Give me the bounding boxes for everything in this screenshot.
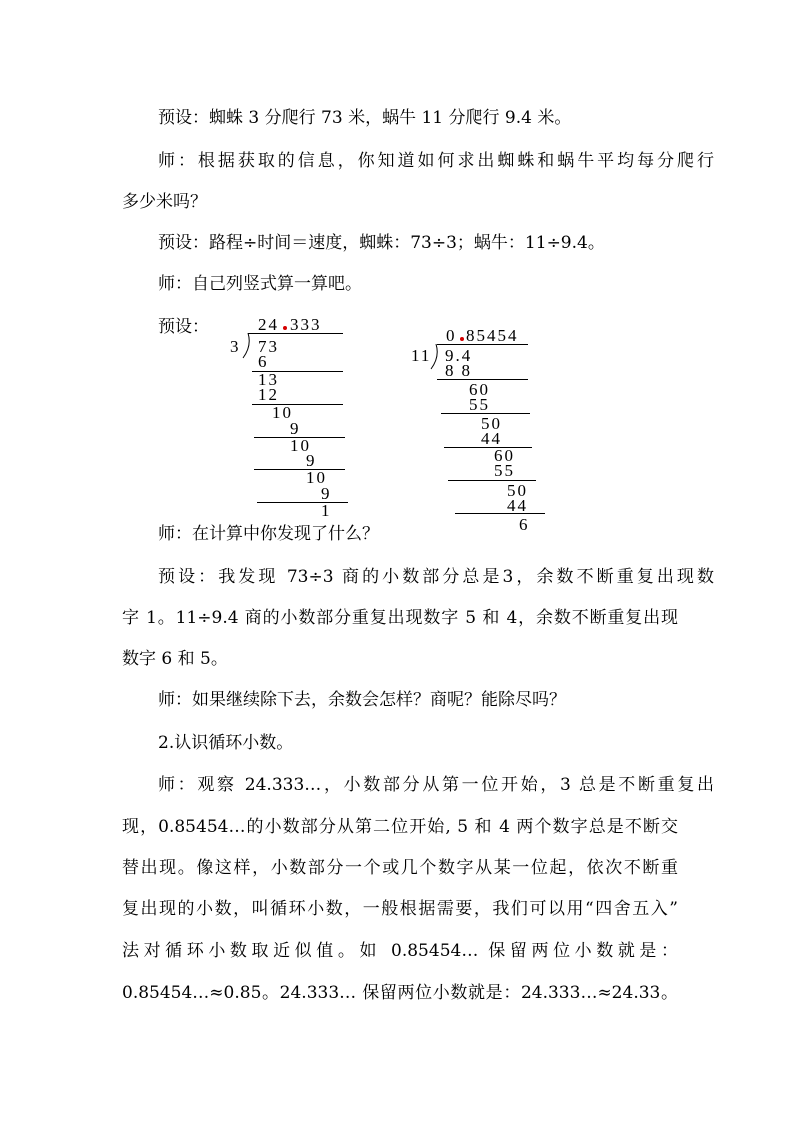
decimal-point: [460, 337, 464, 341]
line-preset-formula: 预设：路程÷时间＝速度，蜘蛛：73÷3；蜗牛：11÷9.4。: [158, 233, 605, 253]
step-8: 10: [306, 468, 327, 487]
step-9: 44: [507, 496, 528, 515]
dividend: 73: [258, 337, 279, 356]
rule-3: [444, 447, 532, 448]
rule-2: [252, 404, 343, 405]
step-9: 9: [321, 484, 332, 503]
step-1: 6: [258, 352, 269, 371]
rule-4: [254, 469, 345, 470]
line-observe-cont-3: 复出现的小数，叫循环小数，一般根据需要，我们可以用“四舍五入”: [122, 899, 678, 919]
line-preset-label: 预设：: [158, 317, 209, 337]
line-teacher-compute: 师：自己列竖式算一算吧。: [158, 274, 362, 294]
divisor: 3: [230, 337, 241, 356]
line-teacher-observe: 师：观察 24.333…，小数部分从第一位开始，3 总是不断重复出: [158, 775, 714, 795]
step-10: 1: [321, 501, 332, 520]
step-7: 9: [306, 451, 317, 470]
step-10: 6: [519, 515, 530, 534]
line-observe-cont-1: 现，0.85454…的小数部分从第二位开始, 5 和 4 两个数字总是不断交: [122, 817, 678, 837]
quotient-dec: 333: [290, 315, 322, 334]
step-8: 50: [507, 481, 528, 500]
line-teacher-continue: 师：如果继续除下去，余数会怎样？商呢？能除尽吗？: [158, 690, 566, 710]
rule-5: [455, 513, 545, 514]
step-4: 50: [481, 414, 502, 433]
step-2: 13: [258, 370, 279, 389]
line-preset-discovery: 预设：我发现 73÷3 商的小数部分总是3，余数不断重复出现数: [158, 567, 714, 587]
line-preset-discovery-cont-1: 字 1。11÷9.4 商的小数部分重复出现数字 5 和 4，余数不断重复出现: [122, 608, 678, 628]
line-teacher-question-1-cont: 多少米吗？: [122, 192, 207, 212]
step-5: 9: [290, 419, 301, 438]
line-observe-cont-4: 法对循环小数取近似值。如 0.85454… 保留两位小数就是：: [122, 941, 678, 961]
quotient-int: 0: [446, 326, 457, 345]
section-heading: 2.认识循环小数。: [158, 733, 294, 753]
dividend: 9.4: [445, 346, 473, 365]
step-3: 12: [258, 385, 279, 404]
step-3: 55: [469, 395, 490, 414]
step-5: 44: [481, 429, 502, 448]
decimal-point: [283, 326, 287, 330]
step-1: 88: [445, 361, 478, 380]
line-observe-cont-2: 替出现。像这样，小数部分一个或几个数字从某一位起，依次不断重: [122, 858, 678, 878]
step-4: 10: [272, 403, 293, 422]
line-teacher-question-1: 师：根据获取的信息，你知道如何求出蜘蛛和蜗牛平均每分爬行: [158, 151, 714, 171]
line-observe-cont-5: 0.85454…≈0.85。24.333… 保留两位小数就是：24.333…≈24.33。: [122, 983, 678, 1003]
line-teacher-discover: 师：在计算中你发现了什么？: [158, 524, 379, 544]
rule-5: [257, 502, 348, 503]
quotient-dec: 85454: [466, 326, 519, 345]
step-7: 55: [494, 461, 515, 480]
division-bracket: [240, 333, 254, 359]
step-2: 60: [469, 380, 490, 399]
division-bar: [437, 344, 528, 345]
quotient-int: 24: [258, 315, 279, 334]
step-6: 10: [290, 436, 311, 455]
line-preset-speeds: 预设：蜘蛛 3 分爬行 73 米，蜗牛 11 分爬行 9.4 米。: [158, 108, 572, 128]
step-6: 60: [494, 446, 515, 465]
line-preset-discovery-cont-2: 数字 6 和 5。: [122, 649, 228, 669]
divisor: 11: [411, 346, 432, 365]
division-bar: [248, 333, 343, 334]
